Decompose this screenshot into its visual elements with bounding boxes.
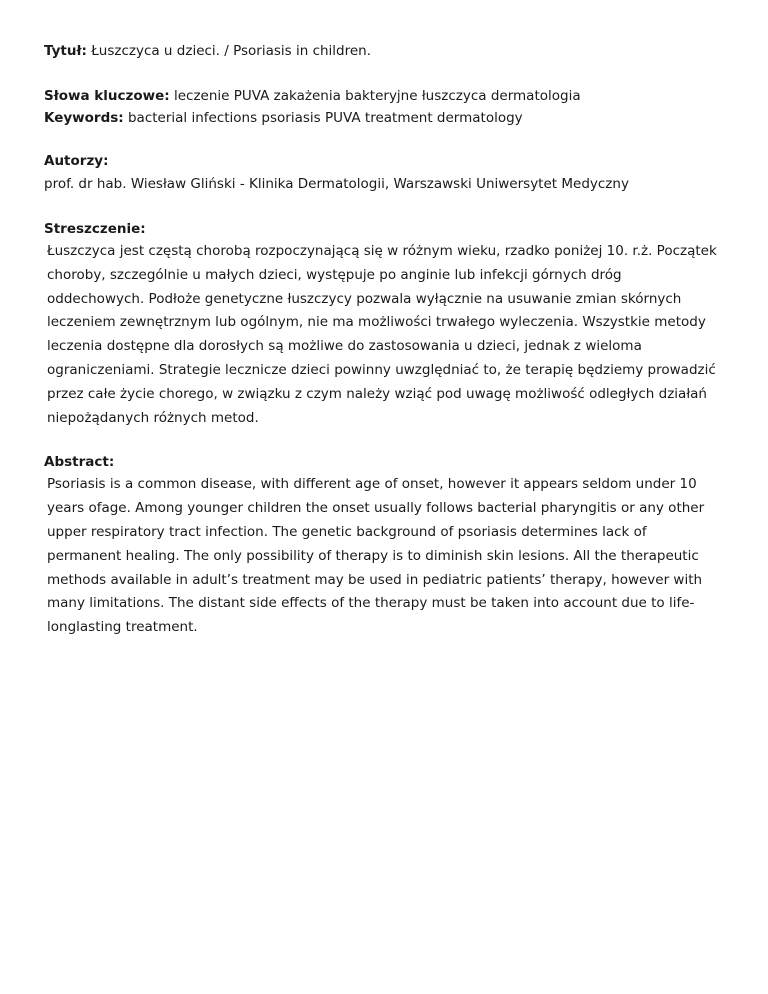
authors-section: [44, 150, 734, 197]
summary-pl-heading: Streszczenie:: [44, 221, 146, 237]
article-metadata: [44, 40, 734, 640]
title-row: [44, 40, 734, 62]
keywords-en-label: Keywords:: [44, 110, 124, 126]
abstract-en-heading: Abstract:: [44, 454, 115, 471]
keywords-en-value: bacterial infections psoriasis PUVA treatment dermatology: [127, 110, 523, 126]
summary-pl-text: Łuszczyca jest częstą chorobą rozpoczynającą się w różnym wieku, rzadko poniżej 10. r.ż. Początek choroby, szczególnie u małych dzieci, występuje po anginie lub infekcji górnych dróg oddechowych. Podłoże genetyczne łuszczycy pozwala wyłącznie na usuwanie zmian skórnych leczeniem zewnętrznym lub ogólnym, nie ma możliwości trwałego wyleczenia. Wszystkie metody leczenia dostępne dla dorosłych są możliwe do zastosowania u dzieci, jednak z wieloma ograniczeniami. Strategie lecznicze dzieci powinny uwzględniać to, że terapię będziemy prowadzić przez całe życie chorego, w związku z czym należy wziąć pod uwagę możliwość odległych działań niepożądanych różnych metod.: [47, 243, 717, 426]
title-label: Tytuł:: [44, 43, 87, 59]
authors-text: prof. dr hab. Wiesław Gliński - Klinika Dermatologii, Warszawski Uniwersytet Medyczny: [44, 176, 629, 192]
title-value: Łuszczyca u dzieci. / Psoriasis in children.: [91, 43, 372, 59]
keywords-pl-row: [44, 85, 734, 107]
keywords-pl-label: Słowa kluczowe:: [44, 88, 170, 104]
abstract-en-text: Psoriasis is a common disease, with different age of onset, however it appears seldom under 10 years ofage. Among younger children the onset usually follows bacterial pharyngitis or any other upper respiratory tract infection. The genetic background of psoriasis determines lack of permanent healing. The only possibility of therapy is to diminish skin lesions. All the therapeutic methods available in adult’s treatment may be used in pediatric patients’ therapy, however with many limitations. The distant side effects of the therapy must be taken into account due to life-longlasting treatment.: [47, 476, 705, 636]
keywords-pl-value: leczenie PUVA zakażenia bakteryjne łuszczyca dermatologia: [173, 88, 581, 104]
keywords-en-row: [44, 107, 734, 129]
abstract-en-section: [44, 451, 734, 640]
summary-pl-section: [44, 218, 734, 430]
authors-heading: Autorzy:: [44, 153, 109, 169]
